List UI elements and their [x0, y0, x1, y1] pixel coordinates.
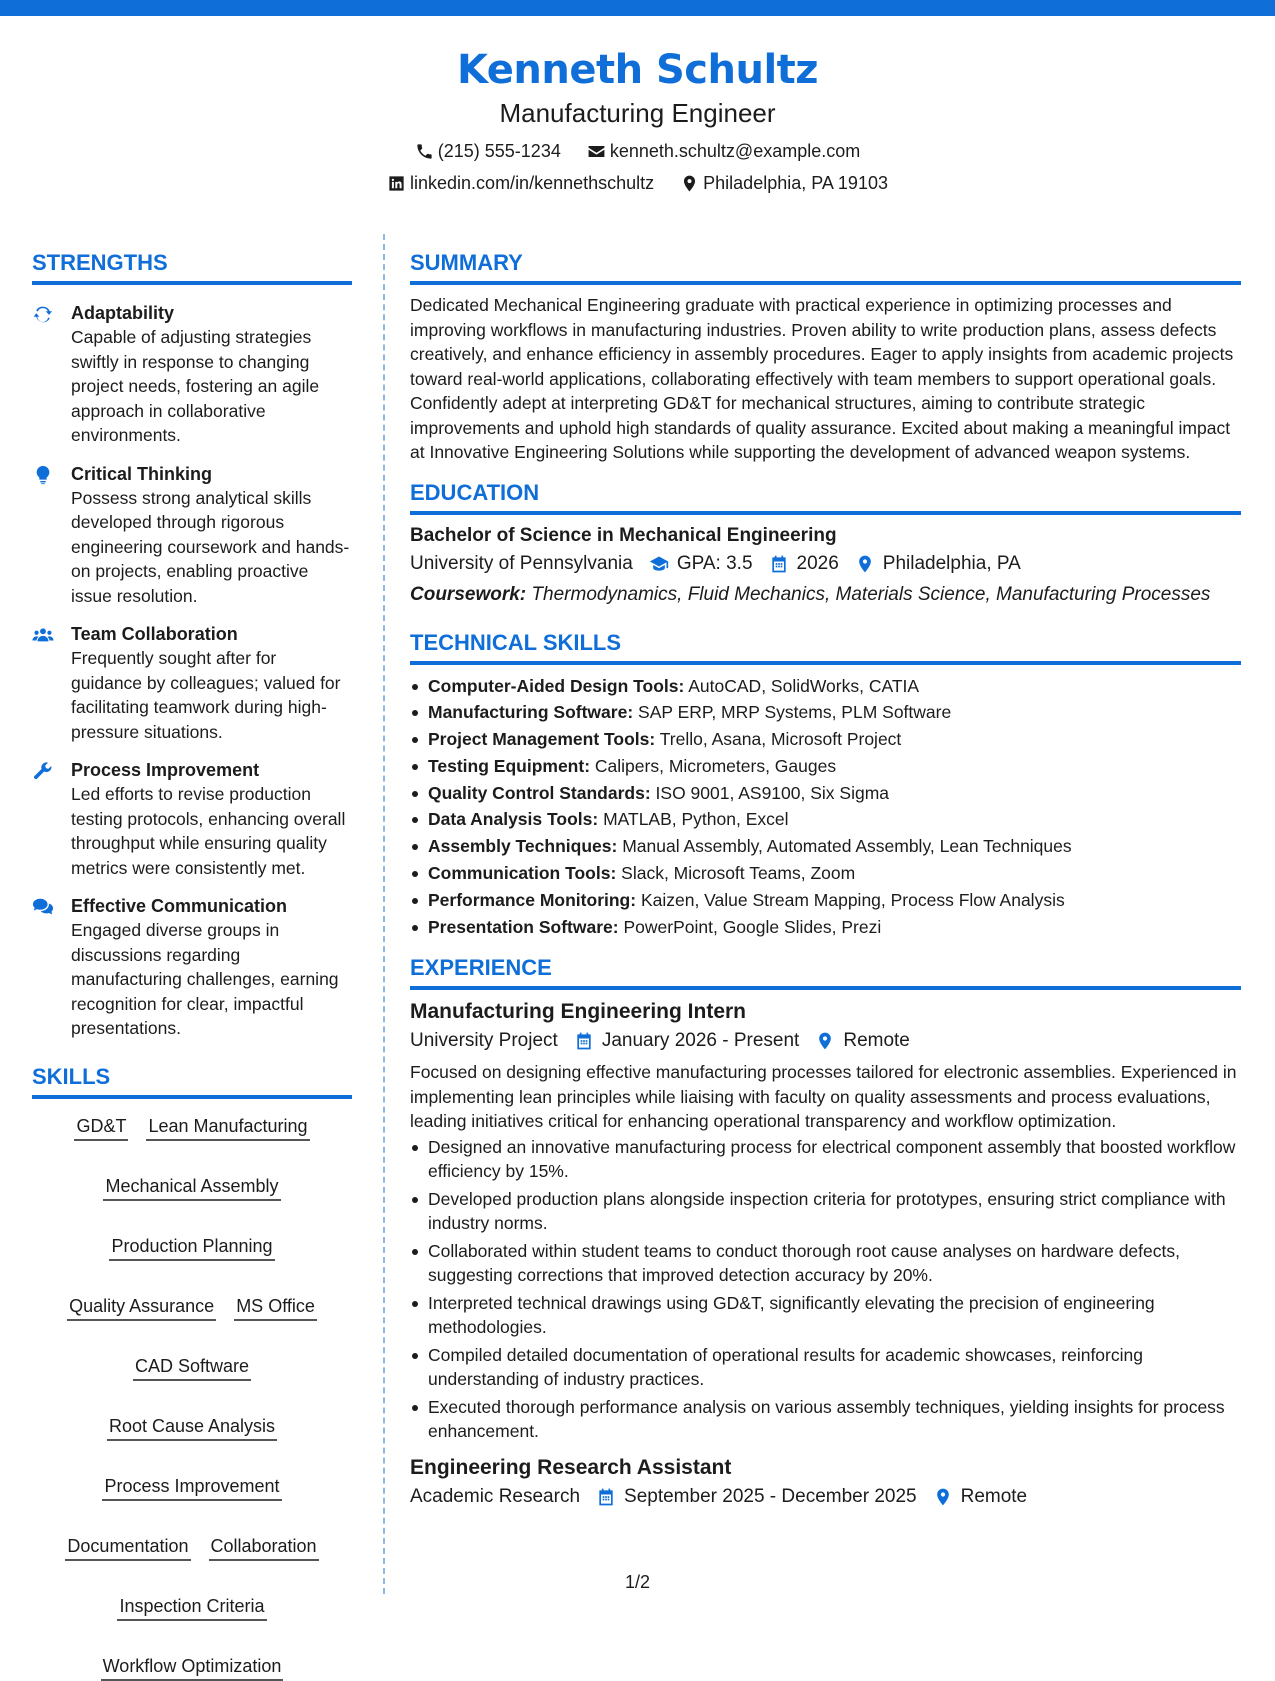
skill-values: ISO 9001, AS9100, Six Sigma	[655, 782, 890, 803]
skill-category: Assembly Techniques:	[428, 836, 618, 857]
calendar-icon	[574, 1031, 594, 1051]
phone-contact	[415, 139, 561, 163]
technical-skills-section	[410, 629, 1241, 941]
summary-text: Dedicated Mechanical Engineering graduate with practical experience in optimizing processes and improving workflows in manufacturing industries. Proven ability to write production plans, assess defects creatively, and enhance efficiency in assembly procedures. Eager to apply insights from academic projects toward real-world applications, collaborating effectively with team members to support operational goals. Confidently adept at interpreting GD&T for mechanical structures, aiming to contribute strategic improvements and uphold high standards of quality assurance. Excited about making a meaningful impact at Innovative Engineering Solutions while supporting the development of advanced weapon systems.	[410, 295, 1234, 462]
list-item: Collaborated within student teams to conduct thorough root cause analyses on hardware defects, suggesting corrections that improved detection accuracy by 20%.	[410, 1239, 1241, 1288]
skill-values: MATLAB, Python, Excel	[603, 809, 789, 830]
strength-desc: Possess strong analytical skills developed through rigorous engineering coursework and hands-on projects, enabling proactive issue resolution.	[71, 487, 350, 606]
linkedin-contact[interactable]	[387, 171, 654, 195]
strength-item	[32, 758, 352, 880]
list-item	[410, 833, 1241, 860]
calendar-icon	[769, 554, 789, 574]
job-title: Engineering Research Assistant	[410, 1455, 732, 1479]
phone-text: (215) 555-1234	[437, 141, 561, 161]
list-item	[410, 806, 1241, 833]
coursework	[410, 583, 1241, 607]
page-number: 1/2	[624, 1572, 651, 1592]
linkedin-icon	[387, 174, 406, 193]
skill-tag: CAD Software	[133, 1353, 251, 1381]
technical-skills-heading: TECHNICAL SKILLS	[410, 629, 1241, 665]
map-pin-icon	[933, 1487, 953, 1507]
list-item: Designed an innovative manufacturing process for electrical component assembly that boosted workflow efficiency by 15%.	[410, 1135, 1241, 1184]
candidate-name: Kenneth Schultz	[456, 47, 819, 93]
coursework-label: Coursework:	[410, 583, 527, 605]
skill-tag: Lean Manufacturing	[146, 1113, 309, 1141]
skill-values: Calipers, Micrometers, Gauges	[594, 755, 837, 776]
job-entry	[410, 1454, 1241, 1512]
skill-category: Communication Tools:	[428, 863, 617, 884]
list-item	[410, 860, 1241, 887]
list-item: Executed thorough performance analysis on various assembly techniques, yielding insights for process enhancement.	[410, 1395, 1241, 1444]
job-location: Remote	[960, 1485, 1028, 1507]
skill-tag: Root Cause Analysis	[107, 1413, 277, 1441]
strength-title: Adaptability	[71, 303, 175, 323]
strength-title: Process Improvement	[71, 760, 260, 780]
list-item	[410, 753, 1241, 780]
strength-title: Critical Thinking	[71, 463, 213, 484]
skill-tag: Process Improvement	[102, 1473, 281, 1501]
school-location: Philadelphia, PA	[882, 552, 1021, 574]
linkedin-text[interactable]: linkedin.com/in/kennethschultz	[410, 173, 655, 193]
list-item	[410, 673, 1241, 700]
skill-values: Manual Assembly, Automated Assembly, Lean Techniques	[622, 836, 1072, 857]
skill-values: Slack, Microsoft Teams, Zoom	[621, 863, 856, 884]
strength-desc: Capable of adjusting strategies swiftly in response to changing project needs, fostering an agile approach in collaborative environments.	[71, 327, 320, 445]
list-item	[410, 887, 1241, 914]
list-item: Interpreted technical drawings using GD&T, significantly elevating the precision of engineering methodologies.	[410, 1291, 1241, 1340]
skills-list	[32, 1099, 352, 1681]
coursework-list: Thermodynamics, Fluid Mechanics, Materials Science, Manufacturing Processes	[531, 583, 1211, 605]
location-contact	[680, 171, 888, 195]
location-text: Philadelphia, PA 19103	[703, 173, 888, 193]
list-item	[410, 914, 1241, 941]
job-dates: January 2026 - Present	[601, 1030, 800, 1052]
job-org: University Project	[410, 1030, 558, 1052]
comments-icon	[32, 896, 54, 918]
technical-skills-list	[410, 665, 1241, 941]
summary-heading: SUMMARY	[410, 249, 1241, 285]
experience-heading: EXPERIENCE	[410, 954, 1241, 990]
users-icon	[32, 624, 54, 646]
resume-header	[0, 44, 1275, 195]
job-bullets	[410, 1135, 1241, 1444]
list-item	[410, 780, 1241, 807]
skill-category: Quality Control Standards:	[428, 782, 651, 803]
sync-icon	[32, 303, 54, 325]
strength-desc: Led efforts to revise production testing protocols, enhancing overall throughput while ensuring quality metrics were consistently met.	[71, 784, 346, 878]
job-title: Manufacturing Engineering Intern	[410, 1000, 747, 1024]
strength-desc: Engaged diverse groups in discussions regarding manufacturing challenges, earning recognition for clear, impactful presentations.	[71, 920, 339, 1038]
skill-values: PowerPoint, Google Slides, Prezi	[623, 916, 882, 937]
calendar-icon	[596, 1487, 616, 1507]
skill-category: Data Analysis Tools:	[428, 809, 599, 830]
job-entry	[410, 998, 1241, 1444]
strength-item	[32, 301, 352, 448]
map-pin-icon	[855, 554, 875, 574]
skill-values: Kaizen, Value Stream Mapping, Process Flow Analysis	[640, 889, 1065, 910]
wrench-icon	[32, 760, 54, 782]
strength-item	[32, 462, 352, 609]
skills-heading: SKILLS	[32, 1063, 352, 1099]
strength-title: Team Collaboration	[71, 624, 238, 644]
skill-tag: Collaboration	[209, 1533, 319, 1561]
school-name: University of Pennsylvania	[410, 552, 633, 574]
skill-category: Manufacturing Software:	[428, 702, 634, 723]
lightbulb-icon	[32, 464, 54, 486]
education-section	[410, 479, 1241, 607]
column-divider	[383, 234, 385, 1594]
candidate-role: Manufacturing Engineer	[499, 98, 776, 128]
skill-tag: GD&T	[74, 1113, 128, 1141]
graduation-year: 2026	[796, 552, 839, 574]
strength-item	[32, 622, 352, 744]
map-pin-icon	[815, 1031, 835, 1051]
job-location: Remote	[843, 1030, 910, 1052]
skill-category: Project Management Tools:	[428, 729, 656, 750]
top-accent-bar	[0, 0, 1275, 16]
right-column	[410, 249, 1241, 1512]
job-dates: September 2025 - December 2025	[624, 1485, 917, 1507]
degree-title: Bachelor of Science in Mechanical Engineering	[410, 524, 837, 546]
education-meta	[410, 549, 1241, 579]
skill-tag: MS Office	[234, 1293, 317, 1321]
skill-category: Performance Monitoring:	[428, 889, 637, 910]
strength-desc: Frequently sought after for guidance by colleagues; valued for facilitating teamwork during high-pressure situations.	[71, 648, 341, 742]
strength-title: Effective Communication	[71, 896, 288, 916]
gpa-text: GPA: 3.5	[676, 552, 753, 574]
strengths-heading: STRENGTHS	[32, 249, 352, 285]
list-item: Developed production plans alongside inspection criteria for prototypes, ensuring strict compliance with industry norms.	[410, 1187, 1241, 1236]
map-pin-icon	[680, 174, 699, 193]
list-item	[410, 726, 1241, 753]
skill-category: Computer-Aided Design Tools:	[428, 675, 685, 696]
job-description: Focused on designing effective manufacturing processes tailored for electronic assemblies. Experienced in implementing lean principles while liaising with faculty on quality assessments and process evaluations, leading initiatives critical for enhancing operational transparency and workflow optimization.	[410, 1062, 1237, 1132]
graduation-cap-icon	[649, 554, 669, 574]
skill-tag: Documentation	[65, 1533, 190, 1561]
contact-row-1	[0, 139, 1275, 163]
skill-values: AutoCAD, SolidWorks, CATIA	[688, 675, 920, 696]
job-meta	[410, 1482, 1241, 1512]
job-meta	[410, 1026, 1241, 1056]
education-heading: EDUCATION	[410, 479, 1241, 515]
experience-section	[410, 954, 1241, 1512]
left-column	[32, 249, 352, 1681]
phone-icon	[415, 142, 434, 161]
list-item	[410, 699, 1241, 726]
skill-tag: Mechanical Assembly	[103, 1173, 280, 1201]
email-contact[interactable]	[587, 139, 860, 163]
skill-tag: Production Planning	[109, 1233, 274, 1261]
skill-category: Presentation Software:	[428, 916, 619, 937]
envelope-icon	[587, 142, 606, 161]
skill-values: Trello, Asana, Microsoft Project	[659, 729, 902, 750]
job-org: Academic Research	[410, 1485, 581, 1507]
skill-tag: Quality Assurance	[67, 1293, 216, 1321]
skill-tag: Inspection Criteria	[117, 1593, 266, 1621]
list-item: Compiled detailed documentation of operational results for academic showcases, reinforcing understanding of industry practices.	[410, 1343, 1241, 1392]
strength-item	[32, 894, 352, 1041]
skill-category: Testing Equipment:	[428, 755, 591, 776]
skill-values: SAP ERP, MRP Systems, PLM Software	[638, 702, 952, 723]
skill-tag: Workflow Optimization	[101, 1653, 284, 1681]
email-text[interactable]: kenneth.schultz@example.com	[609, 141, 861, 161]
strengths-list	[32, 285, 352, 1041]
contact-row-2	[0, 171, 1275, 195]
